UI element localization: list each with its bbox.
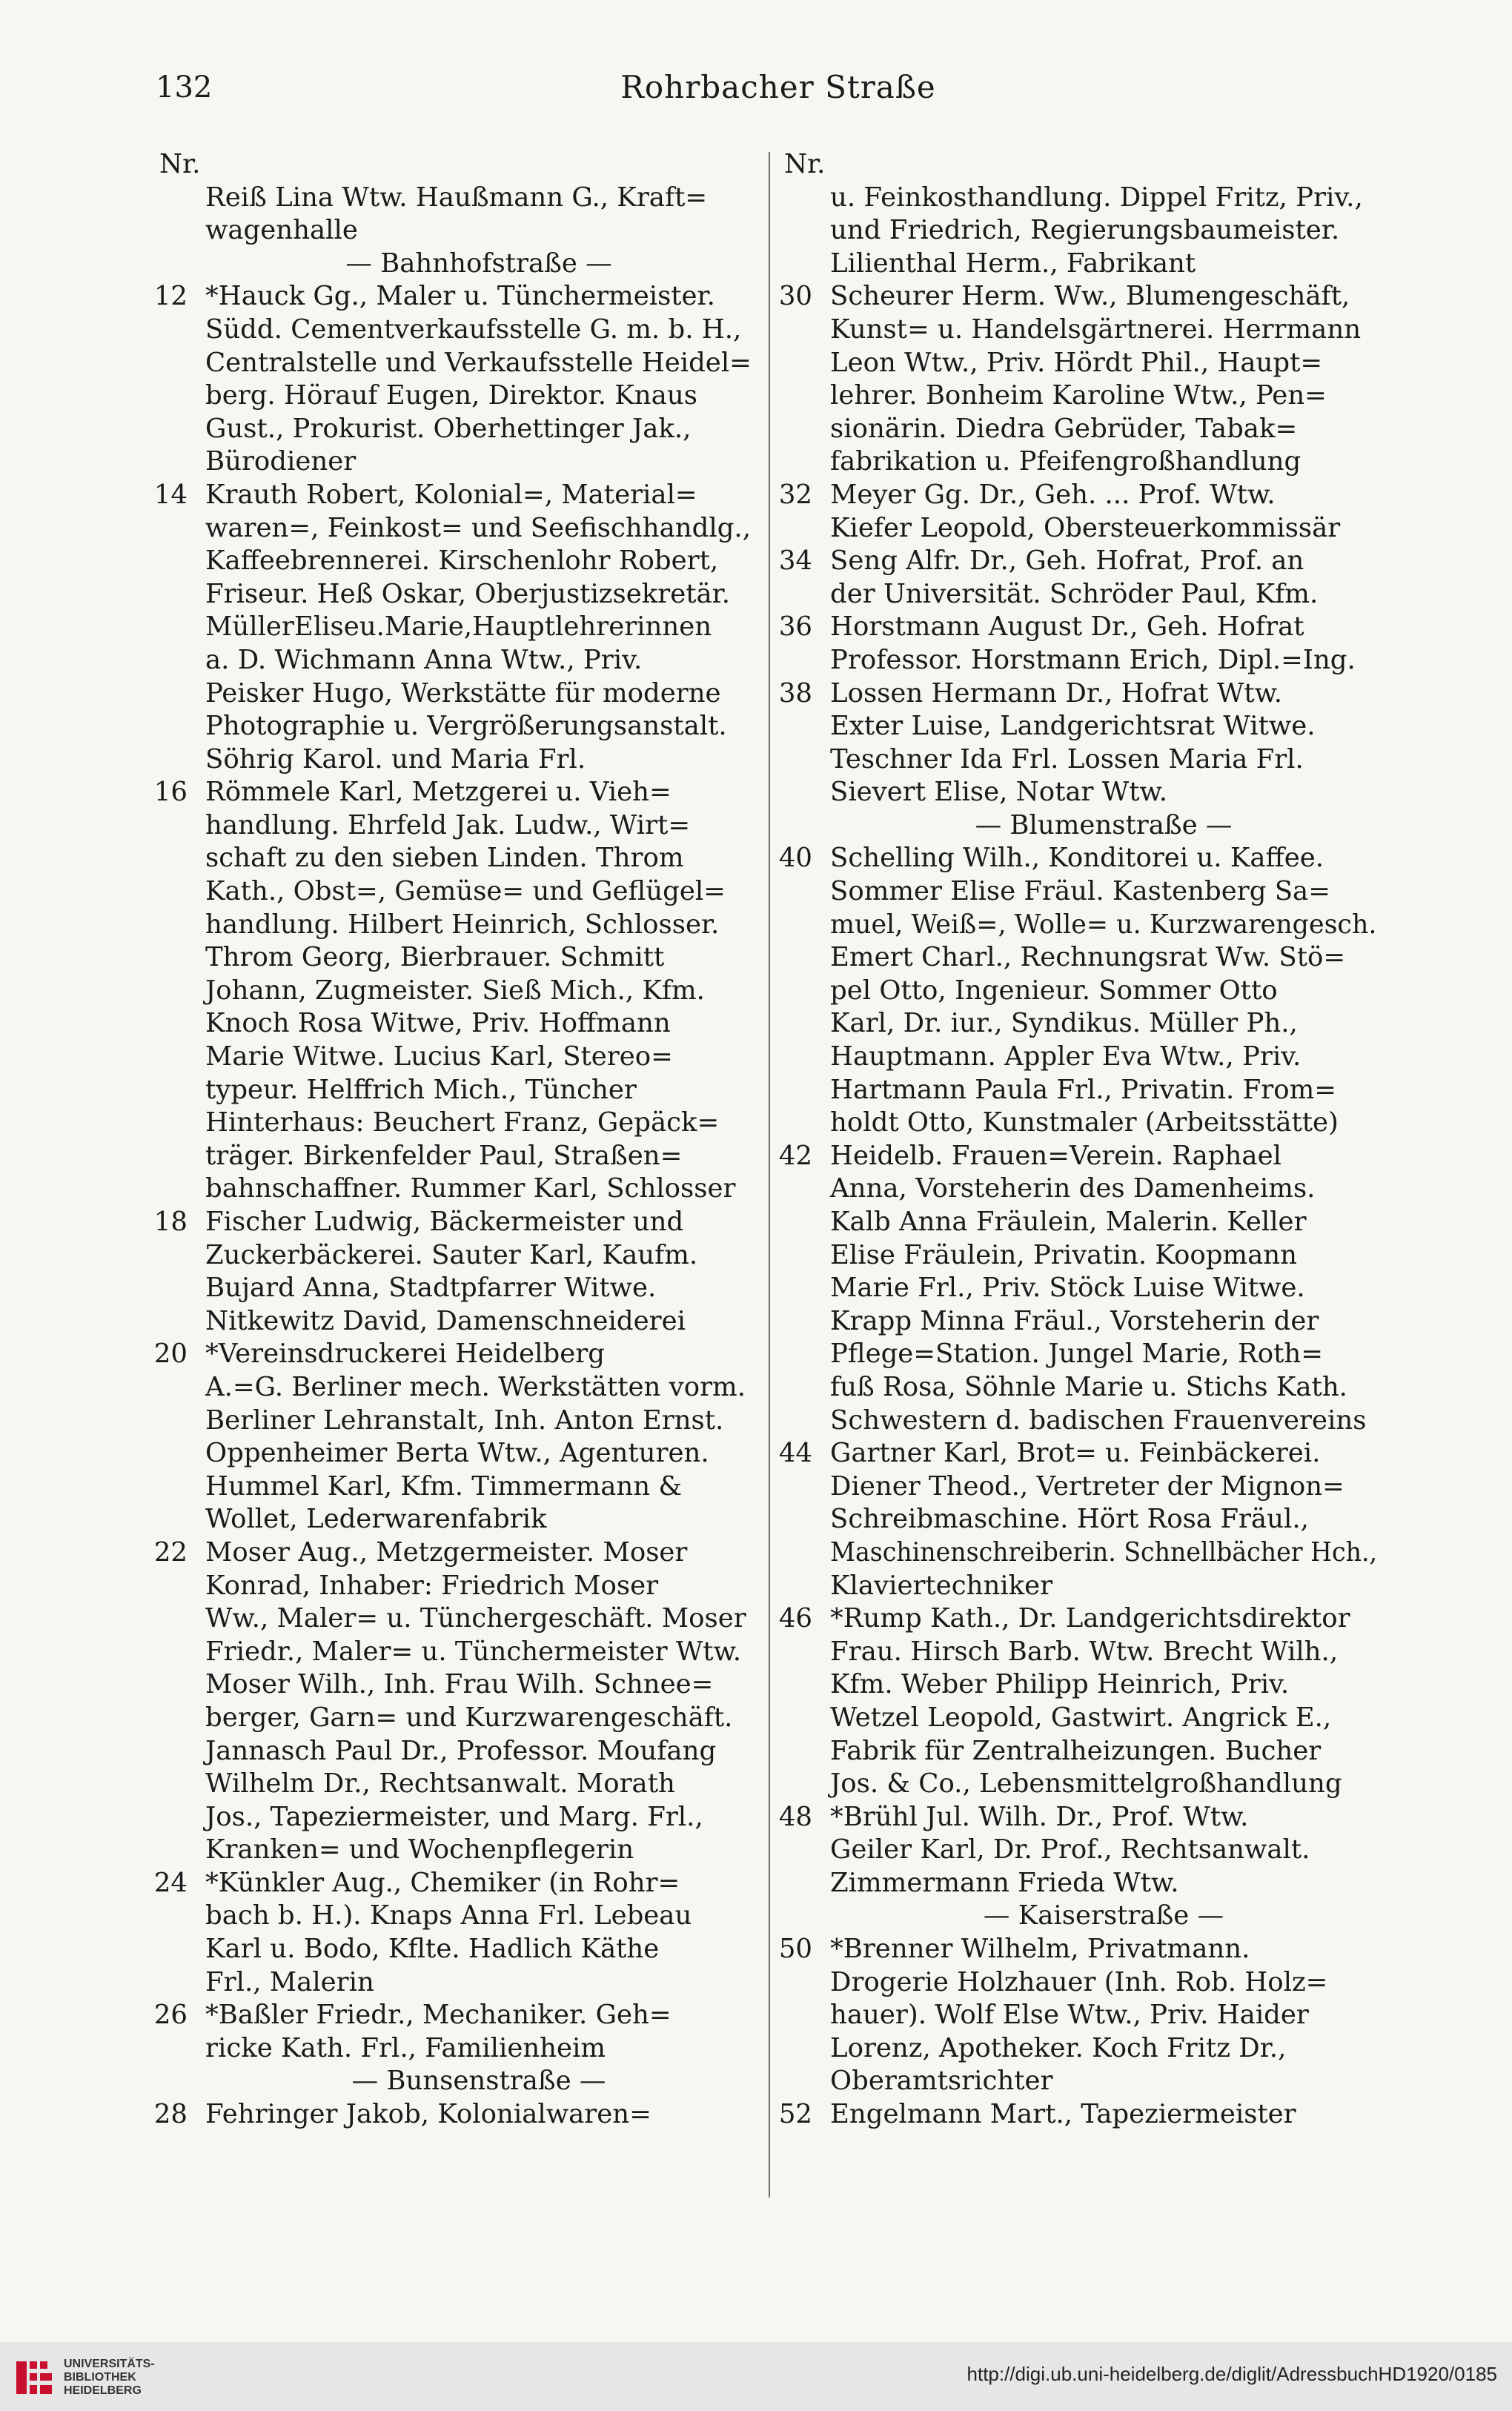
entry-text: hauer). Wolf Else Wtw., Priv. Haider <box>830 2000 1309 2031</box>
column-heading-row <box>159 148 752 182</box>
house-number: 42 <box>778 1140 812 1171</box>
entry-text: Maschinenschreiberin. Schnellbächer Hch., <box>830 1536 1378 1568</box>
entry-text: Hauptmann. Appler Eva Wtw., Priv. <box>830 1041 1302 1072</box>
entry-text: Friseur. Heß Oskar, Oberjustizsekretär. <box>205 578 731 609</box>
directory-line <box>153 280 752 314</box>
directory-line <box>778 280 1377 314</box>
directory-line <box>153 1999 752 2032</box>
entry-text: Centralstelle und Verkaufsstelle Heidel= <box>205 347 752 378</box>
directory-line <box>159 1668 752 1702</box>
directory-line <box>153 479 752 512</box>
entry-text: Leon Wtw., Priv. Hördt Phil., Haupt= <box>830 347 1323 378</box>
directory-line <box>159 710 752 743</box>
directory-line <box>159 512 752 545</box>
directory-line <box>159 1173 752 1206</box>
entry-text: wagenhalle <box>205 215 358 246</box>
column-heading-row <box>784 148 1377 182</box>
directory-line <box>159 314 752 347</box>
directory-line <box>784 710 1377 743</box>
directory-line <box>778 479 1377 512</box>
entry-text: Kunst= u. Handelsgärtnerei. Herrmann <box>830 314 1362 345</box>
directory-line <box>153 1338 752 1371</box>
entry-text: Emert Charl., Rechnungsrat Ww. Stö= <box>830 942 1346 973</box>
directory-line <box>159 743 752 777</box>
entry-text: *Brenner Wilhelm, Privatmann. <box>830 1934 1250 1965</box>
entry-text: Heidelb. Frauen=Verein. Raphael <box>830 1140 1281 1171</box>
entry-text: Engelmann Mart., Tapeziermeister <box>830 2099 1296 2130</box>
directory-line <box>159 1437 752 1470</box>
entry-text: Römmele Karl, Metzgerei u. Vieh= <box>205 777 672 808</box>
directory-line <box>784 1041 1377 1074</box>
directory-line <box>159 2032 752 2066</box>
directory-line <box>159 677 752 711</box>
directory-line <box>159 1900 752 1933</box>
directory-line <box>159 1966 752 2000</box>
house-number: 34 <box>778 545 812 577</box>
entry-text: Johann, Zugmeister. Sieß Mich., Kfm. <box>205 975 705 1006</box>
directory-line <box>784 314 1377 347</box>
street-heading <box>159 248 752 281</box>
directory-line <box>784 445 1377 479</box>
library-name-line: HEIDELBERG <box>64 2384 142 2397</box>
entry-text: Gust., Prokurist. Oberhettinger Jak., <box>205 413 692 444</box>
directory-line <box>778 1602 1377 1636</box>
directory-line <box>784 1735 1377 1768</box>
entry-text: ricke Kath. Frl., Familienheim <box>205 2032 606 2063</box>
directory-line <box>153 1536 752 1570</box>
directory-line <box>159 1933 752 1966</box>
entry-text: — Bunsenstraße — <box>351 2066 606 2097</box>
entry-text: Krauth Robert, Kolonial=, Material= <box>205 479 697 510</box>
entry-text: Bürodiener <box>205 446 357 477</box>
directory-line <box>784 1834 1377 1867</box>
directory-line <box>159 1834 752 1867</box>
entry-text: Karl u. Bodo, Kflte. Hadlich Käthe <box>205 1934 660 1965</box>
directory-line <box>159 214 752 248</box>
library-name <box>64 2358 155 2398</box>
entry-text: Hinterhaus: Beuchert Franz, Gepäck= <box>205 1107 720 1138</box>
column-divider <box>769 152 770 2198</box>
entry-text: Marie Frl., Priv. Stöck Luise Witwe. <box>830 1273 1305 1304</box>
house-number: 36 <box>778 611 812 643</box>
entry-text: Wetzel Leopold, Gastwirt. Angrick E., <box>830 1702 1332 1733</box>
entry-text: *Rump Kath., Dr. Landgerichtsdirektor <box>830 1603 1350 1634</box>
entry-text: — Blumenstraße — <box>975 809 1233 840</box>
directory-line <box>784 1768 1377 1801</box>
directory-line <box>159 1470 752 1504</box>
directory-line <box>784 1272 1377 1305</box>
entry-text: Ww., Maler= u. Tünchergeschäft. Moser <box>205 1603 746 1634</box>
directory-line <box>159 1702 752 1735</box>
directory-line <box>159 578 752 611</box>
entry-text: Schwestern d. badischen Frauenvereins <box>830 1405 1367 1436</box>
directory-line <box>784 1239 1377 1273</box>
directory-line <box>784 1305 1377 1339</box>
entry-text: Kath., Obst=, Gemüse= und Geflügel= <box>205 876 726 907</box>
house-number: 48 <box>778 1801 812 1832</box>
entry-text: typeur. Helffrich Mich., Tüncher <box>205 1074 637 1105</box>
entry-text: a. D. Wichmann Anna Wtw., Priv. <box>205 644 643 675</box>
directory-line <box>159 941 752 975</box>
directory-line <box>784 776 1377 809</box>
entry-text: *Baßler Friedr., Mechaniker. Geh= <box>205 2000 672 2031</box>
entry-text: Lorenz, Apotheker. Koch Fritz Dr., <box>830 2032 1287 2063</box>
entry-text: Moser Aug., Metzgermeister. Moser <box>205 1536 688 1568</box>
house-number: 28 <box>153 2099 188 2130</box>
directory-line <box>159 1239 752 1273</box>
entry-text: pel Otto, Ingenieur. Sommer Otto <box>830 975 1278 1006</box>
entry-text: bach b. H.). Knaps Anna Frl. Lebeau <box>205 1900 692 1931</box>
directory-line <box>778 611 1377 644</box>
right-column <box>778 148 1378 2132</box>
directory-line <box>778 1140 1377 1173</box>
directory-line <box>778 2098 1377 2132</box>
directory-line <box>784 347 1377 380</box>
directory-line <box>778 1437 1377 1470</box>
entry-text: fabrikation u. Pfeifengroßhandlung <box>830 446 1302 477</box>
entry-text: fuß Rosa, Söhnle Marie u. Stichs Kath. <box>830 1371 1347 1402</box>
house-number: 32 <box>778 479 812 510</box>
entry-text: Lossen Hermann Dr., Hofrat Wtw. <box>830 677 1283 709</box>
entry-text: Hartmann Paula Frl., Privatin. From= <box>830 1074 1336 1105</box>
directory-line <box>784 2065 1377 2098</box>
entry-text: Elise Fräulein, Privatin. Koopmann <box>830 1239 1297 1270</box>
entry-text: Karl, Dr. iur., Syndikus. Müller Ph., <box>830 1008 1298 1039</box>
directory-line <box>159 1801 752 1834</box>
directory-line <box>784 1966 1377 2000</box>
directory-line <box>159 809 752 843</box>
entry-text: *Brühl Jul. Wilh. Dr., Prof. Wtw. <box>830 1801 1249 1832</box>
house-number: 52 <box>778 2099 812 2130</box>
entry-text: — Kaiserstraße — <box>983 1900 1224 1931</box>
page-number: 132 <box>156 70 213 105</box>
entry-text: A.=G. Berliner mech. Werkstätten vorm. <box>205 1371 746 1402</box>
entry-text: Nitkewitz David, Damenschneiderei <box>205 1305 686 1336</box>
directory-line <box>784 743 1377 777</box>
directory-line <box>784 379 1377 413</box>
directory-line <box>153 776 752 809</box>
entry-text: Kiefer Leopold, Obersteuerkommissär <box>830 512 1341 543</box>
entry-text: berger, Garn= und Kurzwarengeschäft. <box>205 1702 733 1733</box>
directory-line <box>784 214 1377 248</box>
entry-text: der Universität. Schröder Paul, Kfm. <box>830 578 1319 609</box>
directory-line <box>784 1206 1377 1239</box>
column-label: Nr. <box>784 149 826 179</box>
page-header <box>156 65 1401 110</box>
directory-line <box>159 975 752 1008</box>
house-number: 40 <box>778 843 812 874</box>
entry-text: Professor. Horstmann Erich, Dipl.=Ing. <box>830 644 1356 675</box>
directory-line <box>159 1405 752 1438</box>
directory-line <box>159 1768 752 1801</box>
entry-text: Krapp Minna Fräul., Vorsteherin der <box>830 1305 1319 1336</box>
directory-line <box>159 842 752 875</box>
directory-line <box>784 941 1377 975</box>
directory-line <box>784 413 1377 446</box>
entry-text: waren=, Feinkost= und Seefischhandlg., <box>205 512 752 543</box>
entry-text: Frl., Malerin <box>205 1966 374 1997</box>
entry-text: Anna, Vorsteherin des Damenheims. <box>830 1173 1316 1204</box>
entry-text: und Friedrich, Regierungsbaumeister. <box>830 215 1340 246</box>
directory-line <box>784 1074 1377 1107</box>
entry-text: Fehringer Jakob, Kolonialwaren= <box>205 2099 651 2130</box>
entry-text: Oberamtsrichter <box>830 2066 1053 2097</box>
house-number: 30 <box>778 281 812 312</box>
entry-text: *Vereinsdruckerei Heidelberg <box>205 1339 605 1370</box>
entry-text: Throm Georg, Bierbrauer. Schmitt <box>205 942 665 973</box>
directory-line <box>159 1735 752 1768</box>
directory-line <box>153 1206 752 1239</box>
entry-text: *Hauck Gg., Maler u. Tünchermeister. <box>205 281 715 312</box>
street-heading <box>784 809 1377 843</box>
directory-line <box>784 1668 1377 1702</box>
directory-line <box>784 1470 1377 1504</box>
entry-text: Friedr., Maler= u. Tünchermeister Wtw. <box>205 1636 742 1667</box>
entry-text: Zimmermann Frieda Wtw. <box>830 1867 1179 1898</box>
house-number: 16 <box>153 777 188 808</box>
entry-text: berg. Hörauf Eugen, Direktor. Knaus <box>205 380 697 411</box>
directory-line <box>784 909 1377 942</box>
directory-line <box>784 1371 1377 1405</box>
entry-text: Jos. & Co., Lebensmittelgroßhandlung <box>830 1768 1342 1800</box>
left-column <box>153 148 752 2132</box>
entry-text: Pflege=Station. Jungel Marie, Roth= <box>830 1339 1323 1370</box>
entry-text: handlung. Ehrfeld Jak. Ludw., Wirt= <box>205 809 691 840</box>
entry-text: träger. Birkenfelder Paul, Straßen= <box>205 1140 683 1171</box>
entry-text: Frau. Hirsch Barb. Wtw. Brecht Wilh., <box>830 1636 1339 1667</box>
directory-line <box>159 611 752 644</box>
entry-text: Sievert Elise, Notar Wtw. <box>830 777 1168 808</box>
entry-text: Schelling Wilh., Konditorei u. Kaffee. <box>830 843 1324 874</box>
entry-text: Kalb Anna Fräulein, Malerin. Keller <box>830 1207 1307 1237</box>
directory-line <box>784 1999 1377 2032</box>
directory-line <box>159 1636 752 1669</box>
entry-text: Meyer Gg. Dr., Geh. ... Prof. Wtw. <box>830 479 1276 510</box>
entry-text: Kfm. Weber Philipp Heinrich, Priv. <box>830 1669 1290 1700</box>
entry-text: muel, Weiß=, Wolle= u. Kurzwarengesch. <box>830 909 1377 940</box>
entry-text: Teschner Ida Frl. Lossen Maria Frl. <box>830 743 1304 775</box>
entry-text: Geiler Karl, Dr. Prof., Rechtsanwalt. <box>830 1834 1310 1866</box>
entry-text: Moser Wilh., Inh. Frau Wilh. Schnee= <box>205 1669 714 1700</box>
directory-line <box>153 1867 752 1900</box>
directory-line <box>159 379 752 413</box>
house-number: 12 <box>153 281 188 312</box>
house-number: 50 <box>778 1934 812 1965</box>
directory-line <box>784 875 1377 909</box>
directory-line <box>784 1570 1377 1603</box>
directory-line <box>784 1107 1377 1140</box>
directory-line <box>784 1702 1377 1735</box>
entry-text: Zuckerbäckerei. Sauter Karl, Kaufm. <box>205 1239 698 1270</box>
entry-text: Lilienthal Herm., Fabrikant <box>830 248 1196 279</box>
street-heading <box>784 1900 1377 1933</box>
directory-line <box>784 975 1377 1008</box>
directory-line <box>159 1074 752 1107</box>
entry-text: *Künkler Aug., Chemiker (in Rohr= <box>205 1867 680 1898</box>
directory-line <box>159 1272 752 1305</box>
street-heading <box>159 2065 752 2098</box>
house-number: 44 <box>778 1438 812 1469</box>
entry-text: Kranken= und Wochenpflegerin <box>205 1834 634 1866</box>
running-head: Rohrbacher Straße <box>620 69 936 105</box>
entry-text: Knoch Rosa Witwe, Priv. Hoffmann <box>205 1008 671 1039</box>
entry-text: bahnschaffner. Rummer Karl, Schlosser <box>205 1173 736 1204</box>
directory-line <box>784 248 1377 281</box>
entry-text: Klaviertechniker <box>830 1570 1053 1601</box>
directory-line <box>159 1371 752 1405</box>
directory-line <box>784 1636 1377 1669</box>
directory-line <box>778 545 1377 578</box>
entry-text: Peisker Hugo, Werkstätte für moderne <box>205 677 721 709</box>
entry-text: sionärin. Diedra Gebrüder, Tabak= <box>830 413 1298 444</box>
directory-line <box>159 1140 752 1173</box>
entry-text: Oppenheimer Berta Wtw., Agenturen. <box>205 1438 709 1469</box>
entry-text: Jannasch Paul Dr., Professor. Moufang <box>205 1735 717 1766</box>
entry-text: Söhrig Karol. und Maria Frl. <box>205 743 586 775</box>
directory-line <box>159 909 752 942</box>
directory-line <box>778 1801 1377 1834</box>
entry-text: Sommer Elise Fräul. Kastenberg Sa= <box>830 876 1330 907</box>
directory-line <box>159 1602 752 1636</box>
house-number: 24 <box>153 1867 188 1898</box>
house-number: 26 <box>153 2000 188 2031</box>
column-label: Nr. <box>159 149 201 179</box>
house-number: 46 <box>778 1603 812 1634</box>
footer-bar <box>0 2342 1512 2411</box>
entry-text: schaft zu den sieben Linden. Throm <box>205 843 684 874</box>
entry-text: Seng Alfr. Dr., Geh. Hofrat, Prof. an <box>830 545 1304 577</box>
directory-line <box>159 1107 752 1140</box>
directory-line <box>159 644 752 677</box>
house-number: 22 <box>153 1536 188 1568</box>
entry-text: Kaffeebrennerei. Kirschenlohr Robert, <box>205 545 719 577</box>
library-name-line: BIBLIOTHEK <box>64 2371 136 2384</box>
directory-line <box>159 545 752 578</box>
entry-text: Berliner Lehranstalt, Inh. Anton Ernst. <box>205 1405 724 1436</box>
directory-line <box>778 1933 1377 1966</box>
entry-text: Bujard Anna, Stadtpfarrer Witwe. <box>205 1273 657 1304</box>
entry-text: Marie Witwe. Lucius Karl, Stereo= <box>205 1041 673 1072</box>
house-number: 18 <box>153 1207 188 1237</box>
entry-text: MüllerEliseu.Marie,Hauptlehrerinnen <box>205 611 712 643</box>
entry-text: Hummel Karl, Kfm. Timmermann & <box>205 1470 683 1502</box>
library-name-line: UNIVERSITÄTS- <box>64 2358 155 2370</box>
directory-line <box>159 347 752 380</box>
source-url-link[interactable]: http://digi.ub.uni-heidelberg.de/diglit/AdressbuchHD1920/0185 <box>966 2363 1497 2385</box>
directory-line <box>159 1305 752 1339</box>
directory-line <box>159 1007 752 1041</box>
directory-line <box>784 182 1377 215</box>
entry-text: Wollet, Lederwarenfabrik <box>205 1504 547 1535</box>
directory-line <box>159 445 752 479</box>
entry-text: Fischer Ludwig, Bäckermeister und <box>205 1207 684 1237</box>
entry-text: Diener Theod., Vertreter der Mignon= <box>830 1470 1344 1502</box>
entry-text: Wilhelm Dr., Rechtsanwalt. Morath <box>205 1768 675 1800</box>
entry-text: Exter Luise, Landgerichtsrat Witwe. <box>830 711 1316 742</box>
entry-text: Reiß Lina Wtw. Haußmann G., Kraft= <box>205 182 708 213</box>
directory-line <box>159 413 752 446</box>
entry-text: Gartner Karl, Brot= u. Feinbäckerei. <box>830 1438 1321 1469</box>
directory-line <box>784 644 1377 677</box>
entry-text: u. Feinkosthandlung. Dippel Fritz, Priv., <box>830 182 1363 213</box>
directory-line <box>778 677 1377 711</box>
directory-line <box>159 1570 752 1603</box>
directory-line <box>159 875 752 909</box>
entry-text: Horstmann August Dr., Geh. Hofrat <box>830 611 1304 643</box>
house-number: 20 <box>153 1339 188 1370</box>
directory-line <box>784 578 1377 611</box>
entry-text: Jos., Tapeziermeister, und Marg. Frl., <box>205 1801 703 1832</box>
university-seal-icon <box>13 2357 55 2398</box>
directory-line <box>159 182 752 215</box>
directory-line <box>784 1173 1377 1206</box>
directory-line <box>784 512 1377 545</box>
entry-text: Photographie u. Vergrößerungsanstalt. <box>205 711 727 742</box>
entry-text: Fabrik für Zentralheizungen. Bucher <box>830 1735 1322 1766</box>
entry-text: Drogerie Holzhauer (Inh. Rob. Holz= <box>830 1966 1328 1997</box>
directory-line <box>153 2098 752 2132</box>
entry-text: — Bahnhofstraße — <box>345 248 612 279</box>
directory-line <box>784 1338 1377 1371</box>
directory-line <box>159 1503 752 1536</box>
house-number: 38 <box>778 677 812 709</box>
directory-line <box>784 1503 1377 1536</box>
entry-text: Scheurer Herm. Ww., Blumengeschäft, <box>830 281 1350 312</box>
entry-text: handlung. Hilbert Heinrich, Schlosser. <box>205 909 720 940</box>
directory-line <box>784 1536 1377 1570</box>
directory-line <box>784 1405 1377 1438</box>
directory-line <box>784 2032 1377 2066</box>
directory-line <box>778 842 1377 875</box>
directory-line <box>159 1041 752 1074</box>
directory-line <box>784 1867 1377 1900</box>
entry-text: Südd. Cementverkaufsstelle G. m. b. H., <box>205 314 742 345</box>
entry-text: lehrer. Bonheim Karoline Wtw., Pen= <box>830 380 1327 411</box>
entry-text: Schreibmaschine. Hört Rosa Fräul., <box>830 1504 1309 1535</box>
entry-text: Konrad, Inhaber: Friedrich Moser <box>205 1570 659 1601</box>
entry-text: holdt Otto, Kunstmaler (Arbeitsstätte) <box>830 1107 1339 1138</box>
directory-line <box>784 1007 1377 1041</box>
house-number: 14 <box>153 479 188 510</box>
